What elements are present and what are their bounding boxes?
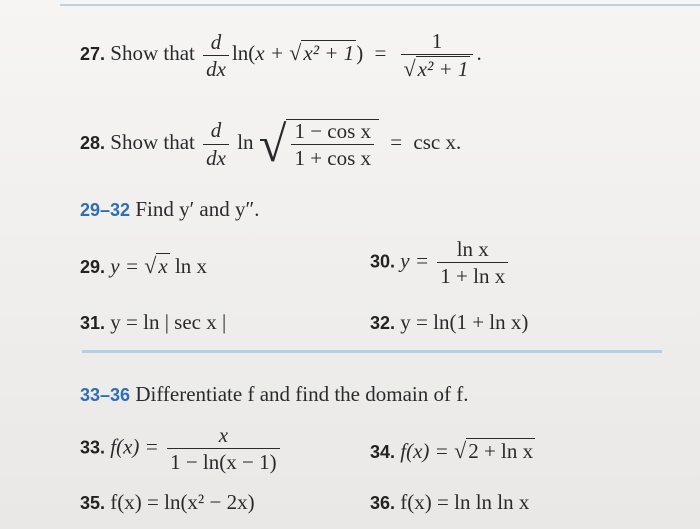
problem-expression: f(x) = ln(x² − 2x) [110, 490, 255, 514]
section-heading-29-32 [80, 197, 260, 222]
problem-number: 32. [370, 313, 396, 333]
problem-number: 36. [370, 493, 396, 513]
derivative-operator: $\frac{d}{dx}$ [203, 31, 229, 80]
problem-number: 34. [370, 442, 396, 462]
problem-expression: y = ln(1 + ln x) [400, 310, 529, 334]
problem-number: 29. [80, 257, 106, 277]
problem-32 [370, 310, 528, 335]
derivative-operator: $\frac{d}{dx}$ [203, 119, 229, 168]
radical: √x² + 1 [289, 39, 355, 65]
section-heading-33-36 [80, 382, 468, 407]
problem-34: 34. f(x) = √2 + ln x [370, 438, 534, 463]
problem-number: 35. [80, 493, 106, 513]
problem-30: 30. y = $\frac{\text{ln x}}{\text{1 + ln x}}$ [370, 238, 511, 287]
rhs-fraction: $\frac{1}{\text{√x² + 1}}$ [401, 30, 474, 80]
section-divider [82, 350, 662, 353]
problem-lead: Show that [110, 40, 195, 65]
problem-expression: f(x) = ln ln ln x [400, 490, 530, 514]
problem-28: 28. Show that $\frac{d}{dx}$ ln √ $\frac{\text{1 − cos x}}{\text{1 + cos x}}$ = csc x. [80, 116, 462, 172]
problem-number: 33. [80, 437, 106, 458]
radical: √ $\frac{\text{1 − cos x}}{\text{1 + cos x}}$ [259, 115, 379, 173]
problem-number: 27. [80, 43, 106, 64]
problem-lead: Show that [110, 129, 195, 154]
problem-29: 29. y = √x ln x [80, 253, 208, 278]
section-range: 29–32 [80, 200, 131, 220]
problem-31 [80, 310, 226, 335]
section-range: 33–36 [80, 385, 131, 405]
section-text: Differentiate f and find the domain of f. [135, 382, 469, 406]
problem-35 [80, 490, 255, 515]
problem-27: 27. Show that $\frac{d}{dx}$ ln(x + √x² + 1) = $\frac{1}{\text{√x² + 1}}$ . [80, 29, 482, 82]
section-text: Find y′ and y″. [135, 197, 260, 221]
problem-number: 31. [80, 313, 106, 333]
problem-36 [370, 490, 529, 515]
problem-number: 30. [370, 251, 396, 272]
problem-number: 28. [80, 132, 106, 153]
problem-33: 33. f(x) = $\frac{x}{1 - \ln(x - 1)}$ [80, 424, 283, 473]
problem-expression: y = ln | sec x | [110, 310, 227, 334]
top-rule [60, 4, 700, 6]
